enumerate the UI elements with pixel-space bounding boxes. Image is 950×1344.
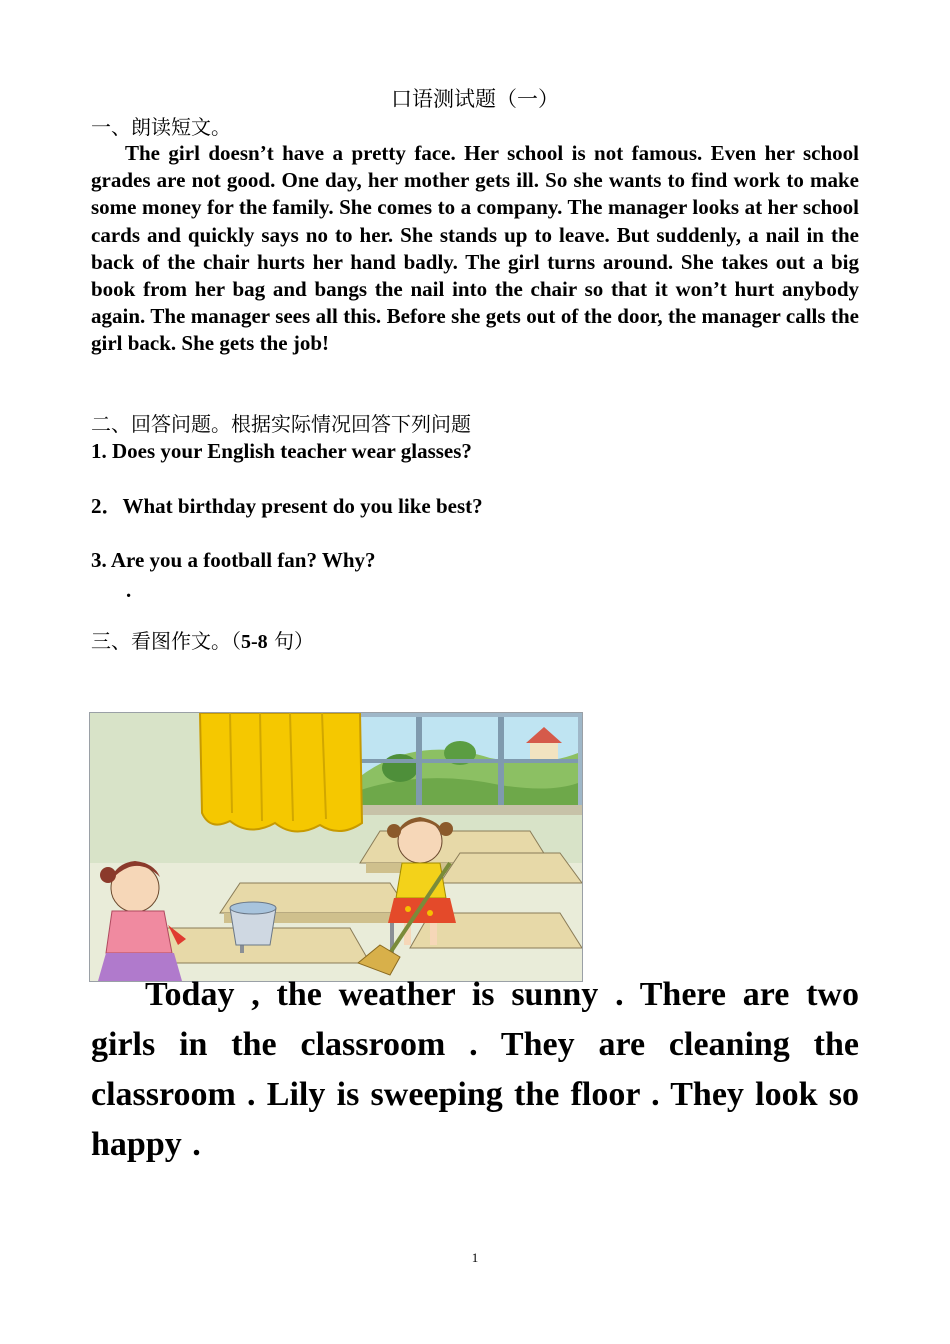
- page-number: 1: [471, 1250, 479, 1265]
- stray-dot: .: [126, 578, 132, 602]
- page-title: 口语测试题（一）: [391, 87, 559, 111]
- section3-heading-count: 5-8: [241, 631, 268, 653]
- classroom-illustration: [89, 712, 583, 982]
- section3-heading: [91, 628, 314, 655]
- question-3: 3. Are you a football fan? Why?: [91, 548, 376, 572]
- question-1: 1. Does your English teacher wear glasses?: [91, 439, 472, 463]
- section3-heading-text: 三、看图作文。（: [91, 629, 241, 653]
- question-2: 2．What birthday present do you like best?: [91, 494, 483, 518]
- reading-passage: The girl doesn’t have a pretty face. Her school is not famous. Even her school grades are not good. One day, her mother gets ill. So she wants to find work to make some money for the family. She comes to a company. The manager looks at her school cards and quickly says no to her. She stands up to leave. But suddenly, a nail in the back of the chair hurts her hand badly. The girl turns around. She takes out a big book from her bag and bangs the nail into the chair so that it won’t hurt anybody again. The manager sees all this. Before she gets out of the door, the manager calls the girl back. She gets the job!: [91, 141, 859, 356]
- classroom-illustration-svg: [90, 713, 582, 981]
- section1-heading: 一、朗读短文。: [91, 115, 231, 139]
- composition-answer: Today , the weather is sunny . There are two girls in the classroom . They are cleaning the classroom . Lily is sweeping the floor . They look so happy .: [91, 976, 859, 1163]
- section3-heading-end: 句）: [267, 629, 315, 653]
- section2-heading: 二、回答问题。根据实际情况回答下列问题: [91, 412, 471, 436]
